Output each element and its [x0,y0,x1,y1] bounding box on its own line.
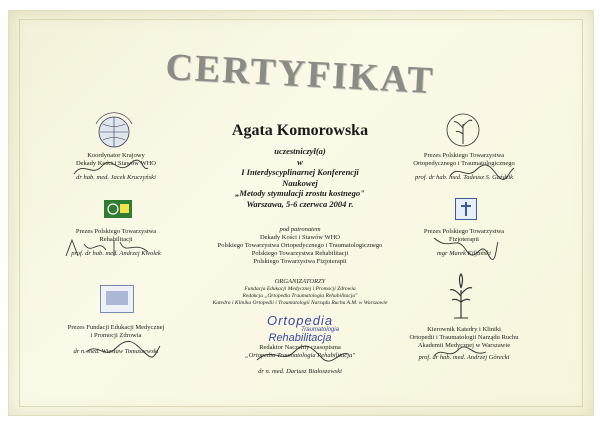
conference-line-1: I Interdyscyplinarnej Konferencji [241,167,359,177]
participated-text: uczestniczył(a) [274,146,326,156]
left-signature-1 [70,158,150,180]
right-role-line-1: Prezes Polskiego Towarzystwa [423,228,505,235]
left-signature-2 [62,236,152,262]
editor-signature [252,342,352,366]
right-role-line-3: Akademii Medycznej w Warszawie [417,342,511,349]
organizer-line: Katedra i Klinika Ortopedii i Traumatologii Narządu Ruchu A.M. w Warszawie [212,300,388,306]
right-signature-2 [430,232,500,260]
organizers-label: ORGANIZATORZY [274,278,326,285]
left-signature-3 [82,338,162,362]
patronage-line: Polskiego Towarzystwa Fizjoterapii [253,258,347,265]
patronage-line: Dekady Kości i Stawów WHO [259,234,341,241]
rehabilitation-logo [104,200,132,218]
editor-role-line-1: Redaktor Naczelny czasopisma [259,344,341,351]
left-role-line-2: Dekady Kości i Stawów WHO [75,160,157,167]
patronage-line: Polskiego Towarzystwa Ortopedycznego i Traumatologicznego [217,242,383,249]
left-role-line-1: Prezes Fundacji Edukacji Medycznej [67,324,165,331]
clinic-tree-logo [446,272,476,320]
right-name: mgr Marek Kiljański [437,250,491,257]
right-name: prof. dr hab. med. Andrzej Górecki [418,354,510,361]
organizer-line: Redakcja „Ortopedia Traumatologia Rehabilitacja" [242,293,358,299]
left-name: dr n. med. Wiesław Tomaszewski [73,348,159,355]
right-signature-1 [446,162,516,182]
right-role-line-2: Ortopedycznego i Traumatologicznego [413,160,515,167]
orthopedic-tree-logo [446,110,480,150]
left-role-line-1: Koordynator Krajowy [87,152,145,159]
left-name: dr hab. med. Jacek Kruczyński [76,174,156,181]
right-signature-3 [430,344,490,362]
editor-name: dr n. med. Dariusz Białoszewski [258,368,342,375]
certificate-title: CERTYFIKAT [164,45,436,103]
in-text: w [297,156,303,167]
left-role-line-1: Prezes Polskiego Towarzystwa [75,228,157,235]
conference-place-date: Warszawa, 5-6 czerwca 2004 r. [246,198,354,209]
right-name: prof. dr hab. med. Tadeusz S. Gaździk [414,174,514,181]
recipient-name: Agata Komorowska [231,122,369,139]
left-role-line-2: i Promocji Zdrowia [90,332,142,339]
patronage-line: Polskiego Towarzystwa Rehabilitacji [251,250,349,257]
right-role-line-2: Ortopedii i Traumatologii Narządu Ruchu [409,334,519,341]
organizer-line: Fundacja Edukacji Medycznej i Promocji Zdrowia [244,286,356,292]
conference-line-2: Naukowej [282,177,318,188]
journal-logo-word-1: Ortopedia [266,313,334,328]
conference-topic: „Metody stymulacji zrostu kostnego" [235,188,365,198]
right-role-line-2: Fizjoterapii [449,236,479,243]
right-role-line-1: Prezes Polskiego Towarzystwa [423,152,505,159]
physiotherapy-logo [455,198,477,220]
patronage-label: pod patronatem [279,226,321,233]
editor-role-line-2: „Ortopedia Traumatologia Rehabilitacja" [245,352,355,359]
left-role-line-2: Rehabilitacji [99,236,133,243]
journal-logo-word-3: Rehabilitacja [268,332,332,344]
left-name: prof. dr hab. med. Andrzej Kwolek [71,250,161,257]
foundation-logo [100,285,134,313]
organizers-block [150,278,450,307]
journal-logo-word-2: Traumatologia [301,327,339,333]
who-globe-logo [92,110,136,152]
right-role-line-1: Kierownik Katedry i Kliniki [427,326,501,333]
